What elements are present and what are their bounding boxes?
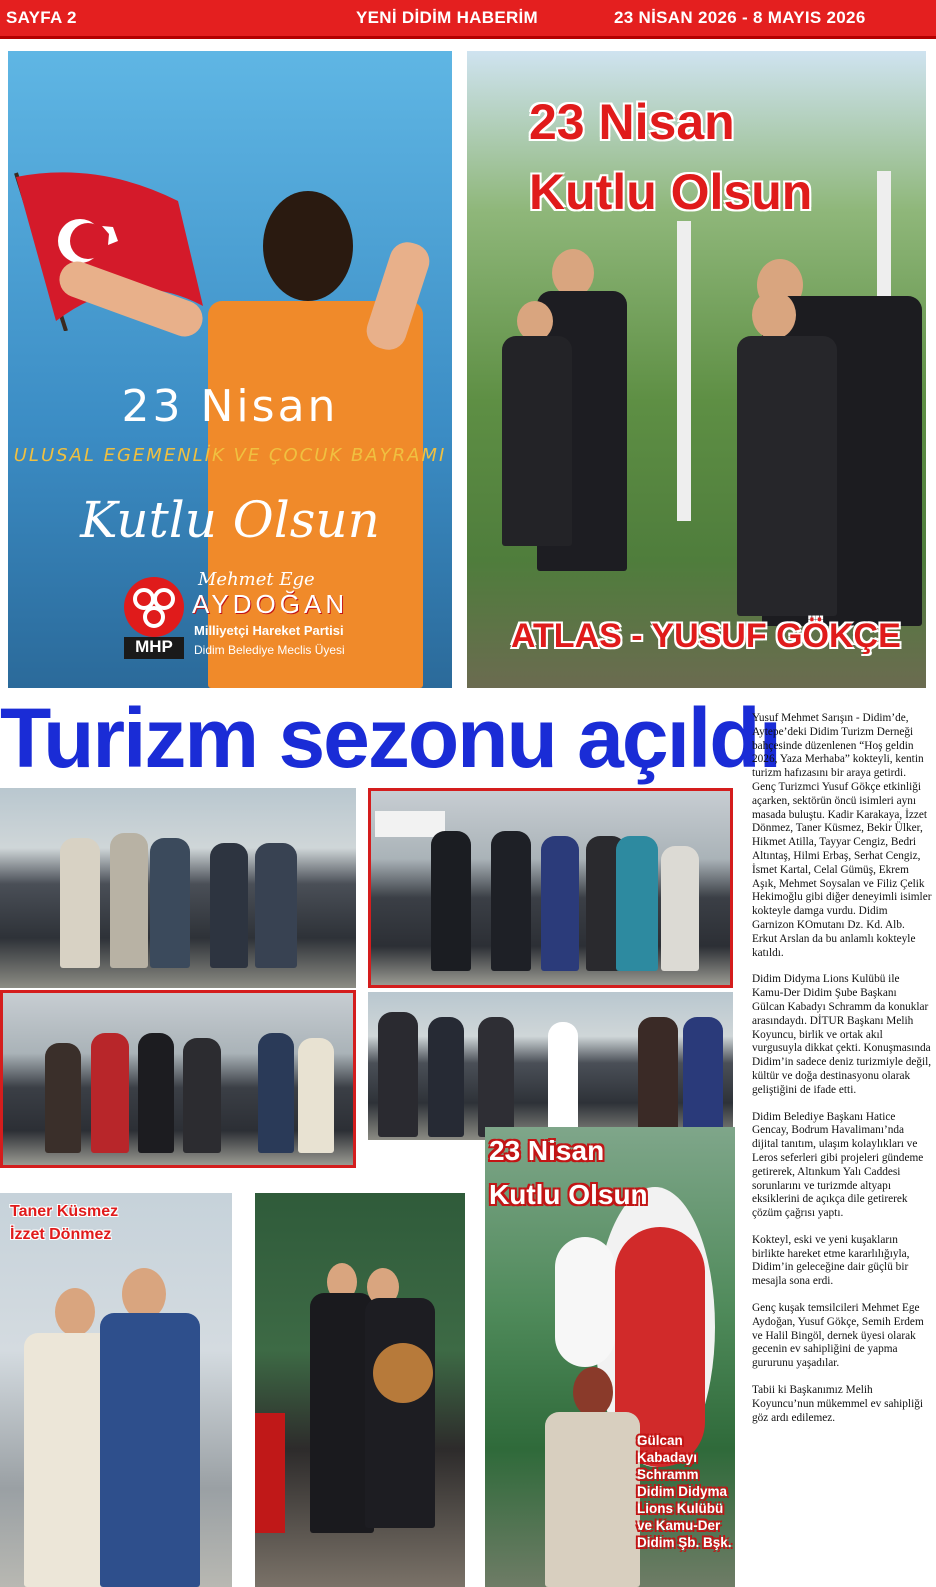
photo-musicians (255, 1193, 465, 1587)
boy-figure (502, 336, 572, 546)
photo-caption: ATLAS - YUSUF GÖKÇE (511, 617, 901, 655)
boy-arm-right (362, 238, 434, 355)
page-number: SAYFA 2 (6, 8, 77, 27)
photo-atlas-yusuf (467, 51, 926, 688)
ad-surname: AYDOĞAN (192, 589, 349, 619)
ad-council-title: Didim Belediye Meclis Üyesi (194, 643, 345, 657)
guitar-icon (373, 1343, 433, 1403)
article-paragraph: Kokteyl, eski ve yeni kuşakların birlikte hareket etme kararlılığıyla, Didim’in geleceğine dair güçlü bir mesajla sona erdi. (752, 1233, 910, 1288)
overlay-kutlu-olsun: Kutlu Olsun (529, 164, 813, 220)
boy-figure (737, 336, 837, 616)
ad-line2: ULUSAL EGEMENLİK VE ÇOCUK BAYRAMI (13, 445, 447, 466)
ad-line1: 23 Nisan (121, 381, 339, 432)
ad-party-name: Milliyetçi Hareket Partisi (194, 623, 344, 638)
photo-group-1 (0, 788, 356, 988)
article-paragraph: Genç kuşak temsilcileri Mehmet Ege Aydoğan, Yusuf Gökçe, Semih Erdem ve Halil Bingöl, dernek üyesi olarak gecenin ev sahipliğini de yapma gururunu yaşadılar. (752, 1302, 924, 1370)
mhp-abbr: MHP (124, 637, 184, 659)
woman-figure (545, 1412, 640, 1587)
ad-line3: Kutlu Olsun (80, 491, 380, 549)
guitarist-figure (365, 1298, 435, 1528)
post (677, 221, 691, 521)
photo-caption: Gülcan Kabadayı Schramm Didim Didyma Lions Kulübü ve Kamu-Der Didim Şb. Bşk. (637, 1433, 732, 1550)
mhp-logo-icon (124, 577, 184, 637)
overlay-23-nisan: 23 Nisan (489, 1135, 605, 1166)
article-paragraph: Didim Didyma Lions Kulübü ile Kamu-Der Didim Şube Başkanı Gülcan Kabadyı Schramm da konuklar arasındaydı. DİTUR Başkanı Melih Koyuncu, birlik ve ortak akıl vurgusuyla dikkat çekti. Konuşmasında Didim’in sadece deniz turizmiyle değil, kültür ve doğa destinasyonu olarak geliştiğini de ifade etti. (752, 973, 932, 1096)
article-paragraph: Tabii ki Başkanımız Melih Koyuncu’nun mükemmel ev sahipliği göz ardı edilemez. (752, 1384, 923, 1424)
page-header (0, 0, 936, 36)
man-figure (100, 1313, 200, 1587)
ad-23-nisan (8, 51, 452, 688)
overlay-23-nisan: 23 Nisan (529, 94, 735, 150)
photo-group-2 (368, 788, 733, 988)
overlay-kutlu-olsun: Kutlu Olsun (489, 1179, 648, 1210)
caption-name-1: Taner Küsmez (10, 1203, 119, 1220)
header-rule (0, 36, 936, 39)
photo-group-4 (368, 992, 733, 1140)
issue-date: 23 NİSAN 2026 - 8 MAYIS 2026 (614, 8, 866, 27)
sign (375, 811, 445, 837)
paper-name: YENİ DİDİM HABERİM (356, 8, 539, 27)
headline: Turizm sezonu açıldı (0, 691, 780, 785)
photo-gulcan (485, 1127, 735, 1587)
article-paragraph: Didim Belediye Başkanı Hatice Gencay, Bodrum Havalimanı’nda dijital tanıtım, ulaşım kolaylıkları ve Leros seferleri gibi projeleri gündeme getirerek, Altınkum Yalı Caddesi sorunlarını ve turizmde altyapı eksiklerini de açıkça dile getirerek çözüm çağrısı yaptı. (752, 1110, 924, 1220)
boy-head (263, 191, 353, 301)
photo-taner-izzet (0, 1193, 232, 1587)
photo-group-3 (0, 990, 356, 1168)
article-body (752, 712, 932, 1438)
ad-signature: Mehmet Ege (198, 569, 315, 590)
article-paragraph: Yusuf Mehmet Sarışın - Didim’de, Aytepe’deki Didim Turizm Derneği bahçesinde düzenlenen “Hoş geldin 2026, Yaza Merhaba” kokteyli, kentin turizm hafızasını bir araya getirdi. Genç Turizmci Yusuf Gökçe etkinliği açarken, sektörün öncü isimleri aynı masada buluştu. Kadir Karakaya, İzzet Dönmez, Taner Küsmez, Bekir Ülker, Hikmet Atilla, Tayyar Cengiz, Bedri Altıntaş, Hilmi Erbaş, Serhat Cengiz, İsmet Kartal, Celal Gümüş, Ekrem Aşık, Mehmet Soysalan ve Filiz Çelik Hekimoğlu gibi diğer deneyimli isimler kokteyle damga vurdu. Didim Garnizon KOmutanı Dz. Kd. Alb. Erkut Arslan da bu anlamlı kokteyle katıldı. (752, 712, 932, 959)
caption-name-2: İzzet Dönmez (10, 1226, 112, 1243)
